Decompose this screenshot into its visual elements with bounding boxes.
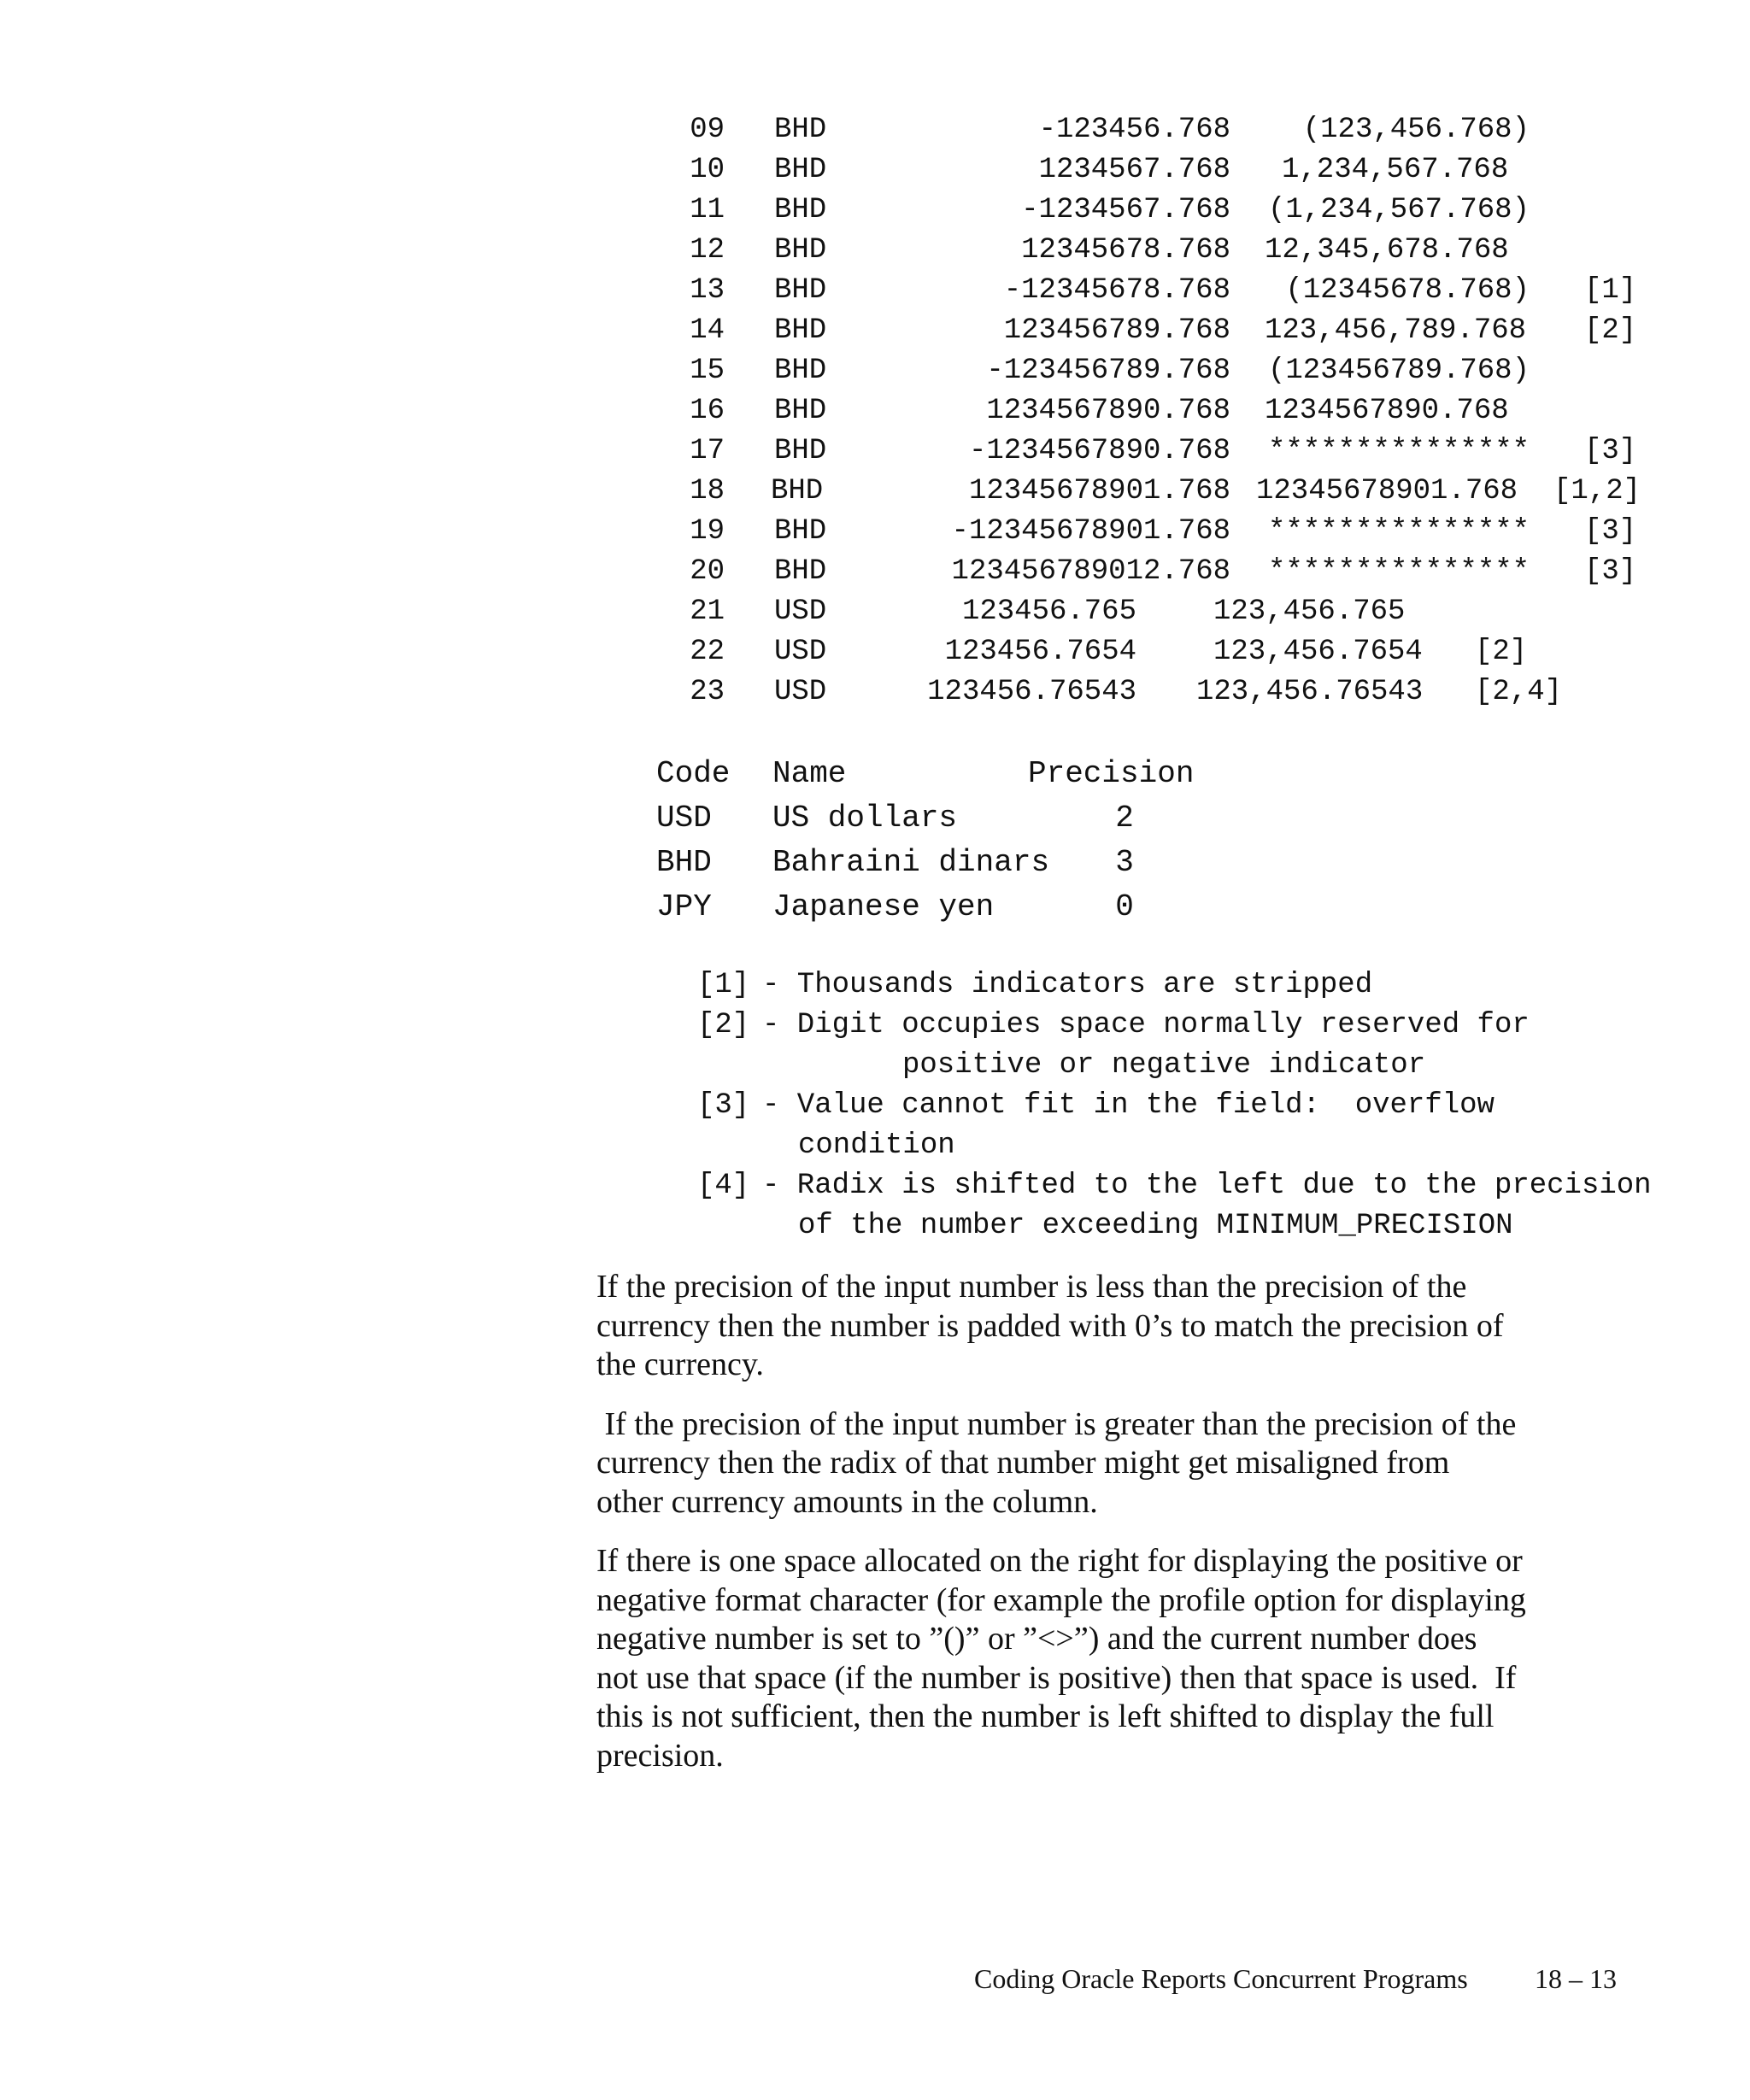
footnote-marker: [1] — [697, 969, 750, 1001]
formatted-value: 123,456,789.768 — [1265, 314, 1527, 347]
paragraph-line: currency then the number is padded with 0’s to match the precision of — [596, 1307, 1504, 1344]
footnote-text: - Thousands indicators are stripped — [762, 969, 1373, 1001]
paragraph-line: not use that space (if the number is positive) then that space is used. If — [596, 1659, 1517, 1696]
row-id: 09 — [690, 114, 725, 146]
paragraph-line: the currency. — [596, 1346, 764, 1382]
formatted-value: 12,345,678.768 — [1265, 234, 1509, 267]
formatted-value: 123,456.76543 — [1196, 676, 1424, 708]
input-value: 123456.765 — [961, 595, 1136, 628]
footnote-text: of the number exceeding MINIMUM_PRECISION — [798, 1210, 1513, 1242]
table-row — [0, 150, 1750, 190]
input-value: 123456789.768 — [1003, 314, 1230, 347]
paragraph-line: other currency amounts in the column. — [596, 1483, 1098, 1520]
row-id: 14 — [690, 314, 725, 347]
input-value: 123456789012.768 — [951, 555, 1230, 588]
footnote-reference: [1] — [1584, 274, 1637, 307]
formatted-value: (1,234,567.768) — [1267, 194, 1530, 226]
paragraph-line: If the precision of the input number is greater than the precision of the — [596, 1405, 1517, 1442]
currency-code: BHD — [774, 114, 827, 146]
row-id: 11 — [690, 194, 725, 226]
currency-name: US dollars — [772, 801, 958, 836]
page-footer — [974, 1960, 1624, 1997]
row-id: 12 — [690, 234, 725, 267]
row-id: 23 — [690, 676, 725, 708]
currency-code: BHD — [774, 395, 827, 427]
currency-precision: 2 — [1115, 801, 1134, 836]
table-row — [0, 552, 1750, 591]
column-header-precision: Precision — [1028, 756, 1195, 791]
footnote-reference: [3] — [1584, 555, 1637, 588]
row-id: 18 — [690, 475, 725, 507]
formatted-value: 1234567890.768 — [1265, 395, 1509, 427]
footnote-text: - Value cannot fit in the field: overflow — [762, 1089, 1495, 1122]
footnote-reference: [1,2] — [1553, 475, 1641, 507]
table-row — [0, 512, 1750, 551]
footnote-marker: [3] — [697, 1089, 750, 1122]
input-value: 123456.7654 — [944, 636, 1136, 668]
table-row — [0, 841, 1750, 885]
table-header-row — [0, 752, 1750, 796]
input-value: 1234567.768 — [1038, 154, 1230, 186]
footnote-reference: [3] — [1584, 435, 1637, 467]
formatted-value: (12345678.768) — [1285, 274, 1530, 307]
paragraph-line: If there is one space allocated on the right for displaying the positive or — [596, 1543, 1523, 1579]
input-value: 12345678901.768 — [968, 475, 1230, 507]
input-value: -1234567.768 — [1021, 194, 1230, 226]
input-value: 1234567890.768 — [986, 395, 1230, 427]
formatted-value: (123456789.768) — [1267, 355, 1530, 387]
currency-code: BHD — [771, 475, 824, 507]
input-value: 12345678.768 — [1021, 234, 1230, 267]
paragraph-line: If the precision of the input number is less than the precision of the — [596, 1269, 1467, 1305]
paragraph — [596, 1542, 1647, 1775]
input-value: 123456.76543 — [927, 676, 1136, 708]
input-value: -123456.768 — [1038, 114, 1230, 146]
footnote-reference: [2,4] — [1475, 676, 1563, 708]
input-value: -12345678901.768 — [951, 515, 1230, 548]
row-id: 15 — [690, 355, 725, 387]
input-value: -1234567890.768 — [968, 435, 1230, 467]
table-row — [0, 110, 1750, 150]
column-header-name: Name — [772, 756, 847, 791]
currency-code: BHD — [774, 314, 827, 347]
currency-code: BHD — [774, 274, 827, 307]
currency-code: USD — [774, 636, 827, 668]
footnote-marker: [2] — [697, 1009, 750, 1041]
row-id: 17 — [690, 435, 725, 467]
input-value: -12345678.768 — [1003, 274, 1230, 307]
row-id: 20 — [690, 555, 725, 588]
table-row — [0, 311, 1750, 350]
page-number: 18 – 13 — [1535, 1963, 1617, 1994]
formatted-value: *************** — [1268, 555, 1530, 588]
footnote-text: - Radix is shifted to the left due to the precision — [762, 1170, 1652, 1202]
paragraph-line: currency then the radix of that number might get misaligned from — [596, 1445, 1450, 1481]
currency-code: BHD — [774, 435, 827, 467]
table-row — [0, 472, 1750, 511]
table-row — [0, 191, 1750, 230]
footnote-text: - Digit occupies space normally reserved for — [762, 1009, 1530, 1041]
currency-code: BHD — [656, 845, 712, 880]
currency-name: Bahraini dinars — [772, 845, 1050, 880]
column-header-code: Code — [656, 756, 731, 791]
formatted-value: 12345678901.768 — [1256, 475, 1518, 507]
table-row — [0, 796, 1750, 841]
input-value: -123456789.768 — [986, 355, 1230, 387]
currency-name: Japanese yen — [772, 889, 995, 924]
table-row — [0, 431, 1750, 471]
paragraph-line: precision. — [596, 1737, 724, 1774]
currency-code: BHD — [774, 194, 827, 226]
footer-title: Coding Oracle Reports Concurrent Programs — [974, 1963, 1468, 1994]
table-row — [0, 672, 1750, 712]
formatted-value: 123,456.7654 — [1213, 636, 1423, 668]
formatted-value: *************** — [1268, 435, 1530, 467]
currency-precision: 0 — [1115, 889, 1134, 924]
formatted-value: 123,456.765 — [1213, 595, 1406, 628]
paragraph-line: negative number is set to ”()” or ”<>”) and the current number does — [596, 1621, 1477, 1657]
table-row — [0, 271, 1750, 310]
currency-code: BHD — [774, 515, 827, 548]
row-id: 13 — [690, 274, 725, 307]
currency-code: USD — [656, 801, 712, 836]
table-row — [0, 885, 1750, 930]
footnotes — [0, 965, 1750, 1256]
currency-code: BHD — [774, 355, 827, 387]
table-row — [0, 632, 1750, 672]
paragraph — [596, 1405, 1647, 1522]
currency-code: USD — [774, 676, 827, 708]
paragraph-line: negative format character (for example the profile option for displaying — [596, 1581, 1526, 1618]
currency-code: JPY — [656, 889, 712, 924]
formatted-value: (123,456.768) — [1302, 114, 1530, 146]
footnote-reference: [2] — [1475, 636, 1528, 668]
formatted-value: *************** — [1268, 515, 1530, 548]
currency-code: USD — [774, 595, 827, 628]
table-row — [0, 351, 1750, 390]
footnote-marker: [4] — [697, 1170, 750, 1202]
paragraph-line: this is not sufficient, then the number is left shifted to display the full — [596, 1698, 1495, 1734]
table-row — [0, 592, 1750, 631]
table-row — [0, 391, 1750, 431]
body-text — [596, 1268, 1647, 1796]
table-row — [0, 231, 1750, 270]
row-id: 19 — [690, 515, 725, 548]
row-id: 22 — [690, 636, 725, 668]
formatted-value: 1,234,567.768 — [1282, 154, 1509, 186]
currency-precision-table — [0, 752, 1750, 940]
row-id: 10 — [690, 154, 725, 186]
format-examples-table — [0, 0, 1750, 718]
footnote-text: condition — [798, 1129, 955, 1162]
footnote-reference: [2] — [1584, 314, 1637, 347]
paragraph — [596, 1268, 1647, 1385]
currency-precision: 3 — [1115, 845, 1134, 880]
row-id: 21 — [690, 595, 725, 628]
currency-code: BHD — [774, 234, 827, 267]
footnote-text: positive or negative indicator — [902, 1049, 1426, 1082]
footnote-reference: [3] — [1584, 515, 1637, 548]
currency-code: BHD — [774, 154, 827, 186]
currency-code: BHD — [774, 555, 827, 588]
row-id: 16 — [690, 395, 725, 427]
